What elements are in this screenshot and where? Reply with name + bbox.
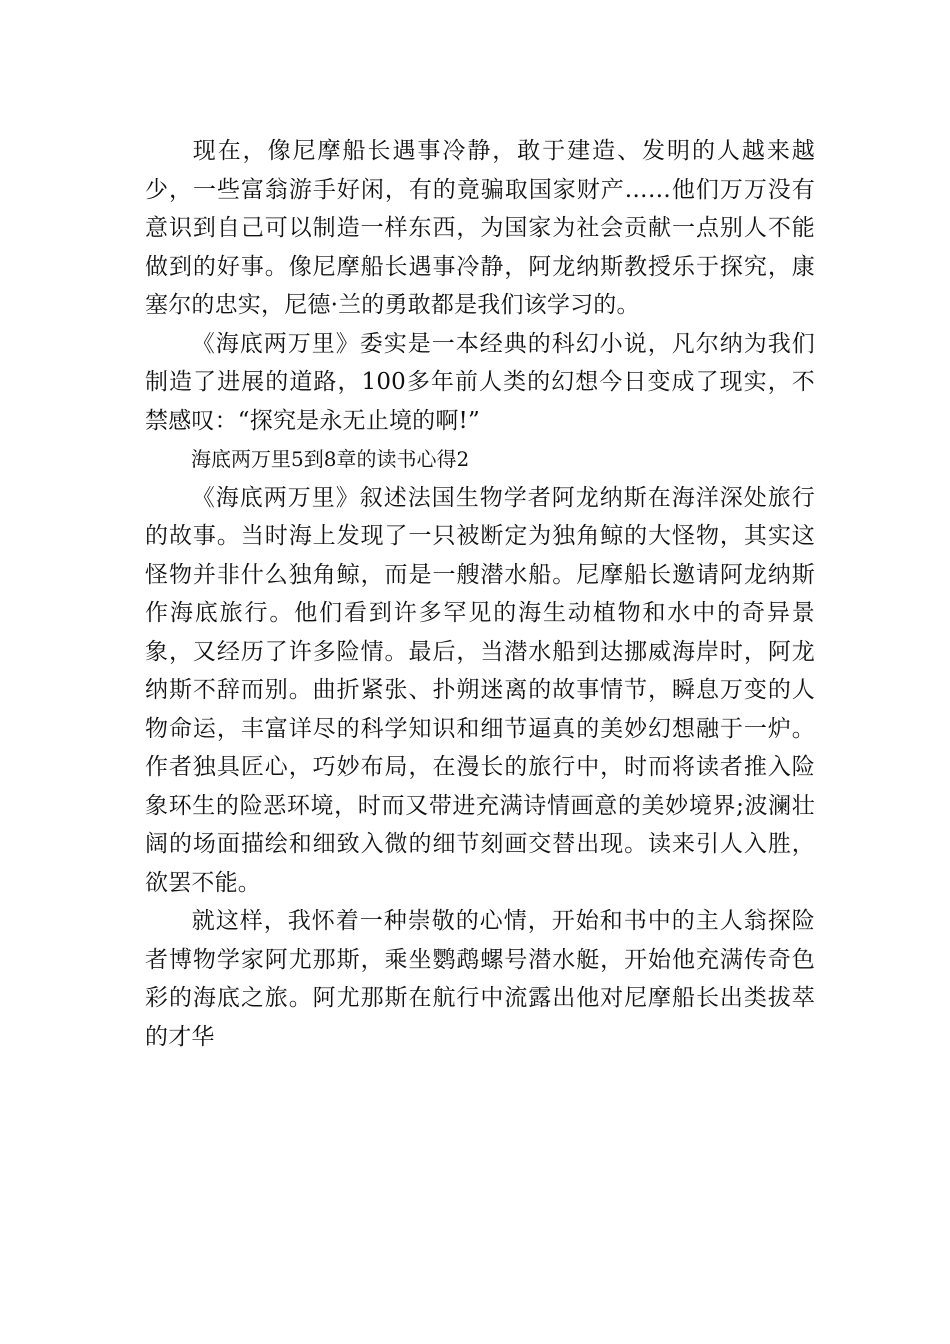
section-heading: 海底两万里5到8章的读书心得2 [191,447,470,471]
paragraph-4-text: 就这样，我怀着一种崇敬的心情，开始和书中的主人翁探险者博物学家阿尤那斯，乘坐鹦鹉螺号潜水艇，开始他充满传奇色彩的海底之旅。阿尤那斯在航行中流露出他对尼摩船长出类拔萃的才华 [145,908,815,1050]
paragraph-2-text: 《海底两万里》委实是一本经典的科幻小说，凡尔纳为我们制造了进展的道路，100多年前人类的幻想今日变成了现实，不禁感叹：“探究是永无止境的啊!” [145,330,815,434]
paragraph-2 [145,325,815,441]
document-body [145,132,815,1056]
paragraph-1 [145,132,815,325]
paragraph-3-text: 《海底两万里》叙述法国生物学者阿龙纳斯在海洋深处旅行的故事。当时海上发现了一只被断定为独角鲸的大怪物，其实这怪物并非什么独角鲸，而是一艘潜水船。尼摩船长邀请阿龙纳斯作海底旅行。他们看到许多罕见的海生动植物和水中的奇异景象，又经历了许多险情。最后，当潜水船到达挪威海岸时，阿龙纳斯不辞而别。曲折紧张、扑朔迷离的故事情节，瞬息万变的人物命运，丰富详尽的科学知识和细节逼真的美妙幻想融于一炉。作者独具匠心，巧妙布局，在漫长的旅行中，时而将读者推入险象环生的险恶环境，时而又带进充满诗情画意的美妙境界;波澜壮阔的场面描绘和细致入微的细节刻画交替出现。读来引人入胜，欲罢不能。 [145,484,815,896]
paragraph-1-text: 现在，像尼摩船长遇事冷静，敢于建造、发明的人越来越少，一些富翁游手好闲，有的竟骗取国家财产……他们万万没有意识到自己可以制造一样东西，为国家为社会贡献一点别人不能做到的好事。像尼摩船长遇事冷静，阿龙纳斯教授乐于探究，康塞尔的忠实，尼德·兰的勇敢都是我们该学习的。 [145,138,815,318]
paragraph-4 [145,902,815,1056]
paragraph-3 [145,479,815,903]
